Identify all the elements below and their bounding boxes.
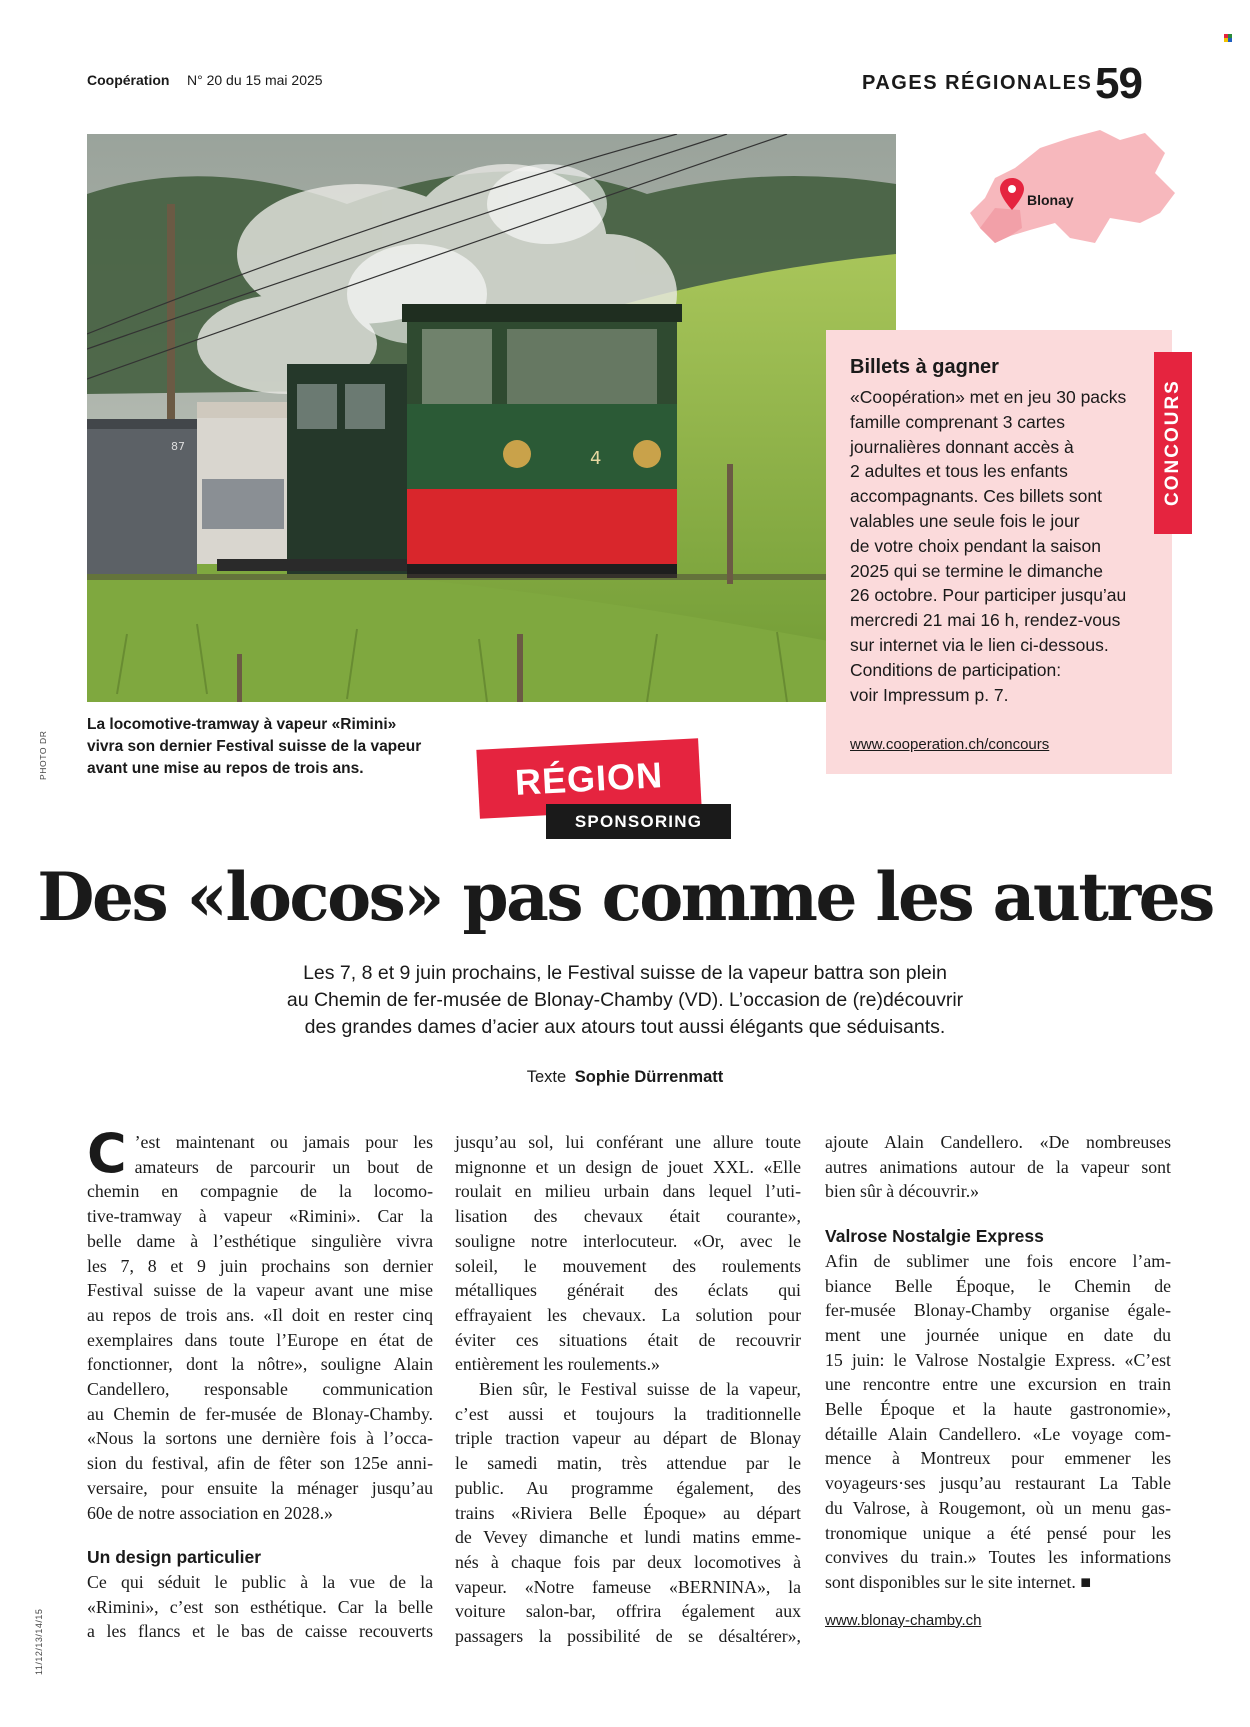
body-line: «Rimini», c’est son esthétique. Car la belle xyxy=(87,1596,433,1617)
photo-caption xyxy=(87,714,447,780)
lead-line: Les 7, 8 et 9 juin prochains, le Festival suisse de la vapeur battra son plein xyxy=(303,962,947,984)
contest-line: de votre choix pendant la saison xyxy=(850,535,1101,556)
body-line: du Valrose, à Rougemont, où un menu gas- xyxy=(825,1497,1171,1518)
contest-line: mercredi 21 mai 16 h, rendez-vous xyxy=(850,610,1121,631)
contest-line: voir Impressum p. 7. xyxy=(850,684,1009,705)
body-line: belle dame à l’esthétique singulière vivra xyxy=(87,1230,433,1251)
body-line: ajoute Alain Candellero. «De nombreuses xyxy=(825,1132,1171,1152)
drop-cap: C xyxy=(87,1122,127,1185)
author-name: Sophie Dürrenmatt xyxy=(574,1068,724,1086)
body-line: triple traction vapeur au départ de Blonay xyxy=(455,1428,801,1449)
body-line: lisation des chevaux était courante», xyxy=(455,1206,801,1227)
body-line: Afin de sublimer une fois encore l’am- xyxy=(825,1250,1171,1271)
publication-name: Coopération xyxy=(87,72,170,88)
body-line: public. Au programme également, des xyxy=(455,1477,801,1498)
body-line: éviter ces situations était de recouvrir xyxy=(455,1329,801,1350)
contest-body xyxy=(850,385,1160,707)
contest-line: 26 octobre. Pour participer jusqu’au xyxy=(850,585,1127,606)
contest-link[interactable]: www.cooperation.ch/concours xyxy=(850,736,1050,753)
contest-line: sur internet via le lien ci-dessous. xyxy=(850,634,1109,655)
train-photo xyxy=(87,134,896,702)
body-line: fer-musée Blonay-Chamby organise égale- xyxy=(825,1300,1171,1321)
body-line: le samedi matin, très attendue par le xyxy=(455,1453,801,1474)
body-line: tive-tramway à vapeur «Rimini». Car la xyxy=(87,1206,433,1227)
subheading: Un design particulier xyxy=(87,1547,262,1568)
body-line: métalliques générait des éclats qui xyxy=(455,1280,801,1301)
body-line: c’est aussi et toujours la traditionnelle xyxy=(455,1403,801,1424)
sponsoring-badge: SPONSORING xyxy=(546,804,731,839)
subheading: Valrose Nostalgie Express xyxy=(825,1226,1044,1247)
body-line: de Vevey dimanche et lundi matins emme- xyxy=(455,1527,801,1548)
body-line: entièrement les roulements.» xyxy=(455,1354,660,1375)
body-line: mignonne et un design de jouet XXL. «Elle xyxy=(455,1156,801,1177)
photo-credit: PHOTO DR xyxy=(38,730,48,780)
body-line: mence à Montreux pour emmener les xyxy=(825,1448,1171,1469)
section-title: PAGES RÉGIONALES xyxy=(862,72,1093,94)
body-line: amateurs de parcourir un bout de xyxy=(134,1156,433,1177)
body-line: les 7, 8 et 9 juin prochains son dernier xyxy=(87,1255,433,1276)
contest-line: famille comprenant 3 cartes xyxy=(850,411,1065,432)
page-number: 59 xyxy=(1095,59,1142,108)
website-link[interactable]: www.blonay-chamby.ch xyxy=(825,1611,982,1629)
body-line: bien sûr à découvrir.» xyxy=(825,1181,980,1202)
issue-info: N° 20 du 15 mai 2025 xyxy=(187,72,323,88)
lead-line: des grandes dames d’acier aux atours tout aussi élégants que séduisants. xyxy=(304,1016,946,1038)
body-line: a les flancs et le bas de caisse recouverts xyxy=(87,1621,433,1642)
body-line: effrayaient les chevaux. La solution pour xyxy=(455,1304,801,1325)
body-line: passagers la possibilité de se désaltérer», xyxy=(455,1626,801,1647)
contest-line: valables une seule fois le jour xyxy=(850,510,1080,531)
body-line: fonctionner, dont la nôtre», souligne Alain xyxy=(87,1354,433,1375)
body-line: Bien sûr, le Festival suisse de la vapeur, xyxy=(479,1379,801,1400)
body-line: au repos de trois ans. «Il doit en rester cinq xyxy=(87,1304,433,1325)
contest-line: accompagnants. Ces billets sont xyxy=(850,486,1102,507)
caption-line: La locomotive-tramway à vapeur «Rimini» xyxy=(87,716,397,733)
concours-tab-label: CONCOURS xyxy=(1162,379,1183,507)
body-line: chemin en compagnie de la locomo- xyxy=(87,1181,433,1202)
article-headline: Des «locos» pas comme les autres xyxy=(37,858,1213,936)
body-line: autres animations autour de la vapeur sont xyxy=(825,1156,1171,1177)
body-line: une rencontre entre une excursion en train xyxy=(825,1374,1171,1395)
map-location-label: Blonay xyxy=(1027,192,1074,208)
body-line: roulait en milieu urbain dans lequel l’uti- xyxy=(455,1181,801,1202)
body-line: «Nous la sortons une dernière fois à l’occa- xyxy=(87,1428,433,1449)
contest-line: 2025 qui se termine le dimanche xyxy=(850,560,1103,581)
caption-line: vivra son dernier Festival suisse de la vapeur xyxy=(87,738,422,755)
body-line: tronomique unique a été pensé pour les xyxy=(825,1522,1171,1543)
body-line: biance Belle Époque, le Chemin de xyxy=(825,1275,1171,1296)
contest-line: Conditions de participation: xyxy=(850,659,1062,680)
body-line: Festival suisse de la vapeur avant une mise xyxy=(87,1280,433,1301)
article-lead xyxy=(200,960,1050,1041)
lead-line: au Chemin de fer-musée de Blonay-Chamby (VD). L’occasion de (re)découvrir xyxy=(286,989,964,1011)
switzerland-map xyxy=(960,118,1180,258)
region-badge-label: RÉGION xyxy=(513,753,664,803)
body-line: 15 juin: le Valrose Nostalgie Express. «C’est xyxy=(825,1349,1171,1370)
byline-label: Texte xyxy=(526,1068,567,1086)
body-line: Candellero, responsable communication xyxy=(87,1379,433,1400)
body-line: détaille Alain Candellero. «Le voyage com- xyxy=(825,1423,1171,1444)
body-line: ’est maintenant ou jamais pour les xyxy=(134,1132,433,1152)
body-line: nés à chaque fois par deux locomotives à xyxy=(455,1551,801,1572)
body-line: convives du train.» Toutes les informations xyxy=(825,1547,1171,1568)
article-column-2 xyxy=(455,1130,801,1649)
contest-line: «Coopération» met en jeu 30 packs xyxy=(850,387,1127,407)
body-line: versaire, pour ensuite la ménager jusqu’au xyxy=(87,1477,433,1498)
body-line: vapeur. «Notre fameuse «BERNINA», la xyxy=(455,1576,801,1597)
body-line: ment une journée unique en date du xyxy=(825,1324,1171,1345)
color-register-mark xyxy=(1224,34,1232,42)
body-line: voyageurs·ses jusqu’au restaurant La Table xyxy=(825,1473,1171,1494)
car-number: 87 xyxy=(171,440,185,453)
body-line: jusqu’au sol, lui conférant une allure toute xyxy=(455,1132,801,1152)
byline xyxy=(0,1068,1250,1087)
body-line: 60e de notre association en 2028.» xyxy=(87,1502,333,1523)
body-line: Belle Époque et la haute gastronomie», xyxy=(825,1399,1171,1420)
body-line: exemplaires dans toute l’Europe en état de xyxy=(87,1329,433,1350)
folio-code: 11/12/13/14/15 xyxy=(34,1608,44,1675)
locomotive-number-plate: 4 xyxy=(590,448,602,469)
contest-line: journalières donnant accès à xyxy=(850,436,1074,457)
article-column-1 xyxy=(87,1122,433,1644)
body-line: au Chemin de fer-musée de Blonay-Chamby. xyxy=(87,1403,433,1424)
article-column-3 xyxy=(825,1130,1171,1633)
contest-line: 2 adultes et tous les enfants xyxy=(850,461,1068,482)
body-line: soleil, le mouvement des roulements xyxy=(455,1255,801,1276)
body-line: sont disponibles sur le site internet. ■ xyxy=(825,1571,1092,1592)
body-line: Ce qui séduit le public à la vue de la xyxy=(87,1571,433,1592)
body-line: voiture salon-bar, offrira également aux xyxy=(455,1601,801,1622)
contest-title: Billets à gagner xyxy=(850,356,999,378)
body-line: trains «Riviera Belle Époque» au départ xyxy=(455,1502,801,1523)
body-line: souligne notre interlocuteur. «Or, avec le xyxy=(455,1230,801,1251)
body-line: sion du festival, afin de fêter son 125e anni- xyxy=(87,1453,433,1474)
caption-line: avant une mise au repos de trois ans. xyxy=(87,760,364,777)
